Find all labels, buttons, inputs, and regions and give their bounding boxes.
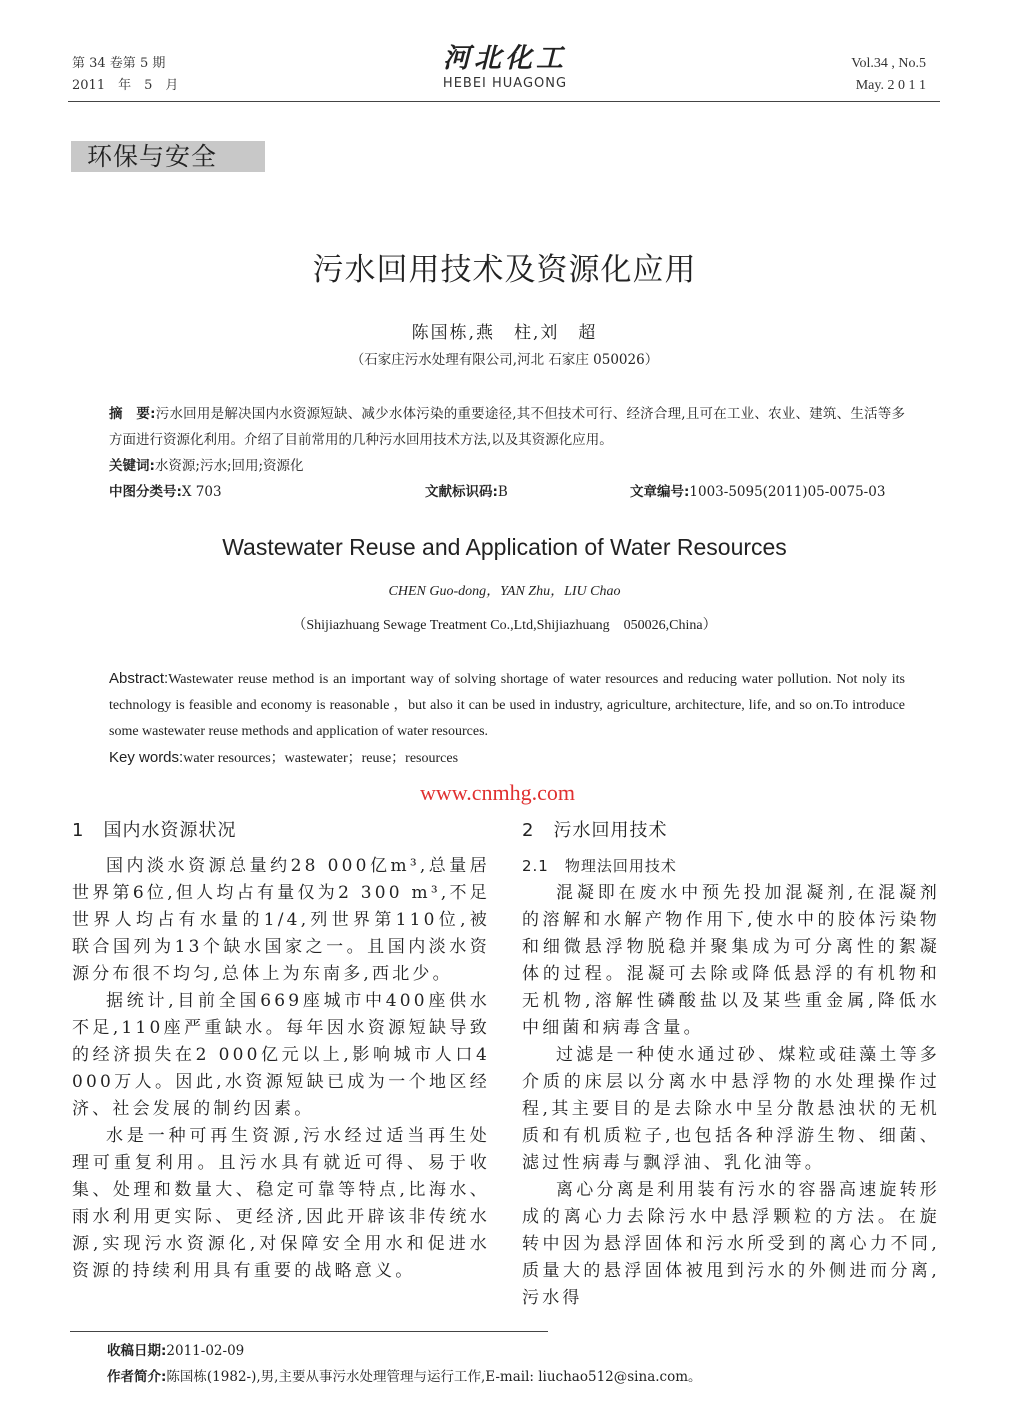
- section-banner: 环保与安全: [71, 141, 265, 172]
- doc-code-value: B: [497, 484, 508, 500]
- issue-info-cn: [72, 53, 178, 97]
- author-bio-label: 作者简介:: [107, 1369, 167, 1385]
- abstract-cn: [109, 401, 905, 453]
- issue-info-en: [851, 53, 926, 97]
- paragraph: 据统计,目前全国669座城市中400座供水不足,110座严重缺水。每年因水资源短缺导致的经济损失在2 000亿元以上,影响城市人口4 000万人。因此,水资源短缺已成为一个地区经济、社会发展的制约因素。: [72, 991, 490, 1119]
- paragraph: 过滤是一种使水通过砂、煤粒或硅藻土等多介质的床层以分离水中悬浮物的水处理操作过程,其主要目的是去除水中呈分散悬浊状的无机质和有机质粒子,也包括各种浮游生物、细菌、滤过性病毒与飘浮油、乳化油等。: [522, 1045, 940, 1173]
- affiliation-cn: （石家庄污水处理有限公司,河北 石家庄 050026）: [350, 352, 659, 368]
- article-title-en: Wastewater Reuse and Application of Water Resources: [222, 534, 787, 560]
- paragraph: 国内淡水资源总量约28 000亿m³,总量居世界第6位,但人均占有量仅为2 300 m³,不足世界人均占有水量的1/4,列世界第110位,被联合国列为13个缺水国家之一。且国内淡水资源分布很不均匀,总体上为东南多,西北少。: [72, 856, 490, 984]
- author-bio: [107, 1364, 702, 1390]
- journal-logo: [400, 42, 610, 92]
- article-title-cn: 污水回用技术及资源化应用: [312, 252, 697, 288]
- classification-row: [109, 479, 905, 505]
- column-left: [72, 817, 490, 1285]
- abstract-en: [109, 666, 905, 745]
- abstract-en-label: Abstract:: [109, 670, 169, 687]
- abstract-cn-block: [109, 401, 905, 505]
- doc-code-label: 文献标识码:: [425, 484, 498, 500]
- keywords-en-label: Key words:: [109, 749, 184, 766]
- abstract-en-block: [109, 666, 905, 772]
- watermark: www.cnmhg.com: [420, 780, 575, 805]
- journal-name-en: HEBEI HUAGONG: [442, 76, 568, 91]
- journal-logo-cn: 河北化工: [443, 43, 567, 74]
- received-value: 2011-02-09: [166, 1343, 245, 1359]
- article-no-label: 文章编号:: [630, 484, 690, 500]
- keywords-text: 水资源;污水;回用;资源化: [154, 458, 304, 474]
- footnote-rule: [70, 1331, 548, 1332]
- keywords-en-text: water resources；wastewater；reuse；resources: [183, 751, 459, 766]
- clc-value: X 703: [181, 484, 222, 500]
- authors-cn: 陈国栋,燕 柱,刘 超: [411, 323, 598, 343]
- paragraph: 混凝即在废水中预先投加混凝剂,在混凝剂的溶解和水解产物作用下,使水中的胶体污染物和细微悬浮物脱稳并聚集成为可分离性的絮凝体的过程。混凝可去除或降低悬浮的有机物和无机物,溶解性磷酸盐以及某些重金属,降低水中细菌和病毒含量。: [522, 883, 940, 1038]
- received-label: 收稿日期:: [107, 1343, 167, 1359]
- paragraph: 水是一种可再生资源,污水经过适当再生处理可重复利用。且污水具有就近可得、易于收集、处理和数量大、稳定可靠等特点,比海水、雨水利用更实际、更经济,因此开辟该非传统水源,实现污水资源化,对保障安全用水和促进水资源的持续利用具有重要的战略意义。: [72, 1126, 490, 1281]
- abstract-en-text: Wastewater reuse method is an important way of solving shortage of water resources and reducing water pollution. Not noly its technology is feasible and economy is reasonable ，but also it can be used in industry, agriculture, architecture, life, and so on.To introduce some wastewater reuse methods and application of water resources.: [109, 672, 905, 739]
- section-2-heading: 2 污水回用技术: [522, 820, 668, 841]
- keywords-en: [109, 745, 905, 772]
- header-rule: [68, 101, 940, 102]
- date-cn: 2011 年 5 月: [72, 78, 179, 93]
- abstract-text: 污水回用是解决国内水资源短缺、减少水体污染的重要途径,其不但技术可行、经济合理,且可在工业、农业、建筑、生活等多方面进行资源化利用。介绍了目前常用的几种污水回用技术方法,以及其资源化应用。: [109, 406, 905, 448]
- received-date: [107, 1338, 244, 1364]
- date-en: May. 2 0 1 1: [855, 78, 926, 93]
- affiliation-en: （Shijiazhuang Sewage Treatment Co.,Ltd,Shijiazhuang 050026,China）: [292, 618, 717, 633]
- paragraph: 离心分离是利用装有污水的容器高速旋转形成的离心力去除污水中悬浮颗粒的方法。在旋转中因为悬浮固体和污水所受到的离心力不同,质量大的悬浮固体被甩到污水的外侧进而分离,污水得: [522, 1180, 940, 1308]
- keywords-label: 关键词:: [109, 458, 155, 474]
- section-2-1-heading: 2.1 物理法回用技术: [522, 857, 677, 875]
- author-bio-text: 陈国栋(1982-),男,主要从事污水处理管理与运行工作,E-mail: liuchao512@sina.com。: [166, 1369, 702, 1385]
- volume-cn: 第 34 卷第 5 期: [72, 56, 166, 71]
- clc-label: 中图分类号:: [109, 484, 182, 500]
- section-1-heading: 1 国内水资源状况: [72, 820, 237, 841]
- keywords-cn: [109, 453, 905, 479]
- volume-en: Vol.34 , No.5: [851, 56, 926, 71]
- abstract-label: 摘 要:: [109, 406, 156, 422]
- column-right: [522, 817, 940, 1312]
- authors-en: CHEN Guo-dong，YAN Zhu，LIU Chao: [388, 584, 621, 599]
- article-no-value: 1003-5095(2011)05-0075-03: [689, 484, 886, 500]
